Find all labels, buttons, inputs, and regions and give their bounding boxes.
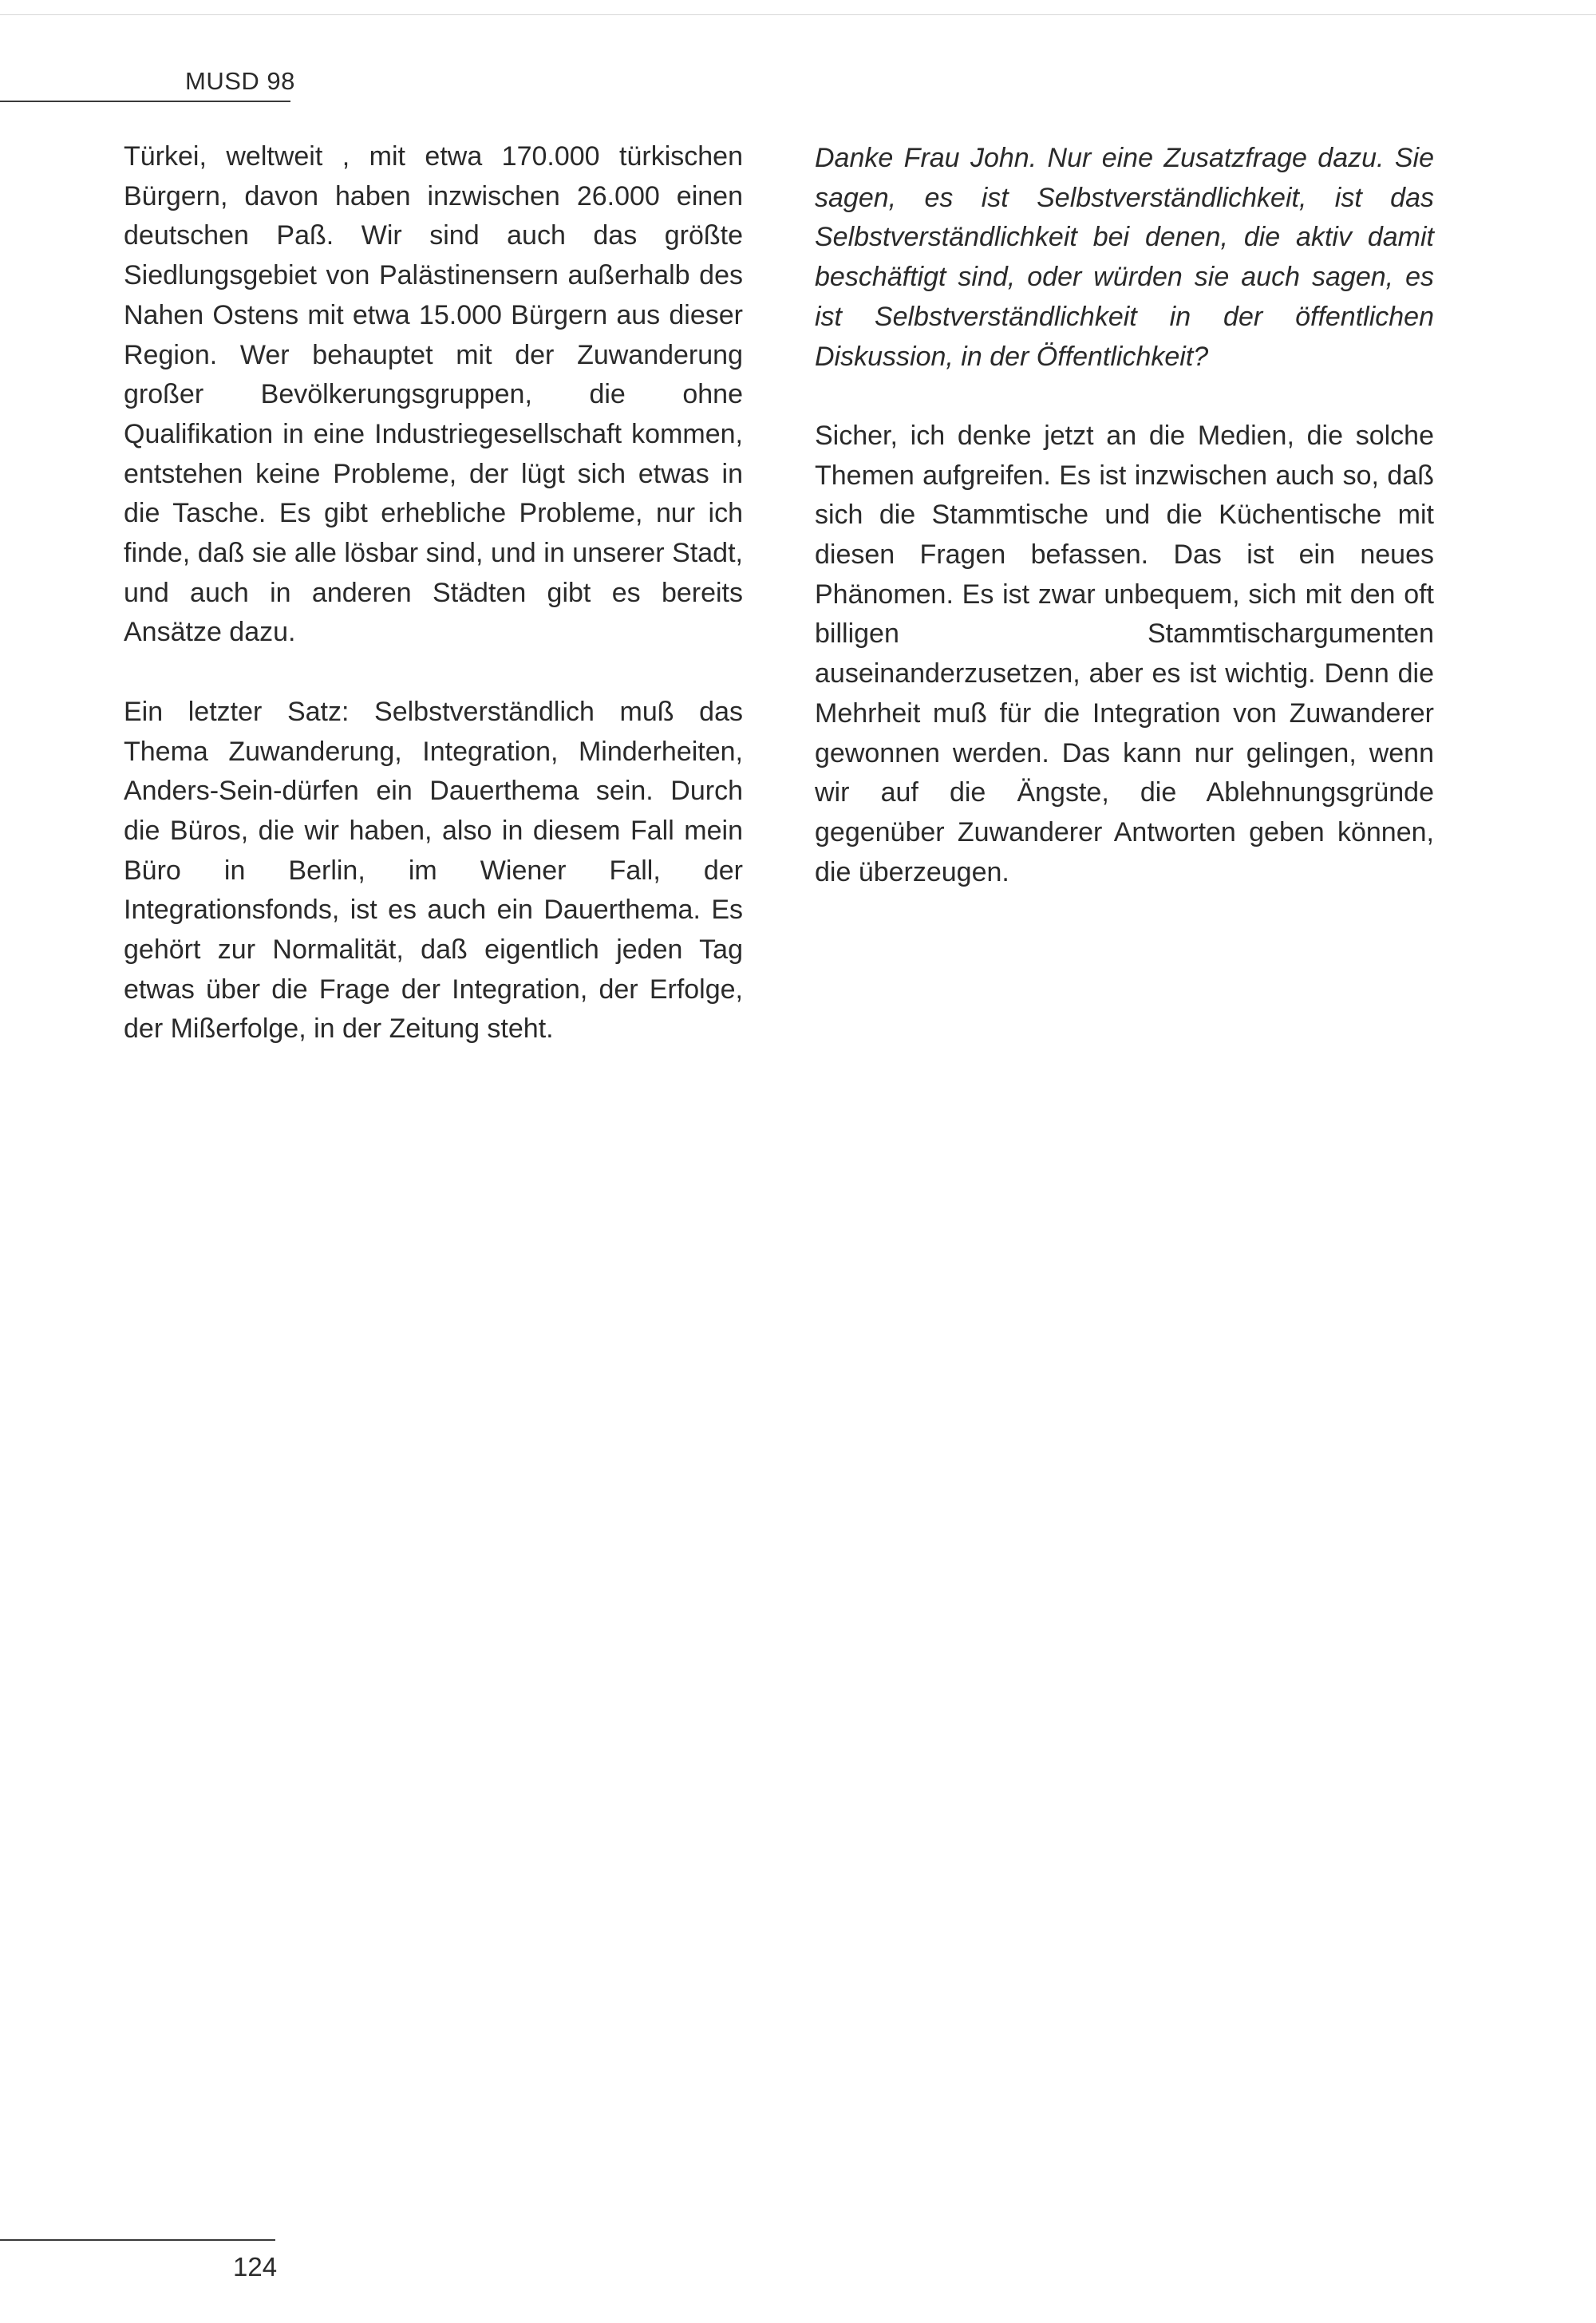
- footer-rule: [0, 2239, 275, 2241]
- interview-answer: Sicher, ich denke jetzt an die Medien, die solche Themen aufgreifen. Es ist inzwischen auch so, daß sich die Stammtische und die Küchentische mit diesen Fragen befassen. Das ist ein neues Phänomen. Es ist zwar unbequem, sich mit den oft billigen Stammtischargumenten auseinanderzusetzen, aber es ist wichtig. Denn die Mehrheit muß für die Integration von Zuwanderer gewonnen werden. Das kann nur gelingen, wenn wir auf die Ängste, die Ablehnungsgründe gegenüber Zuwanderer Antworten geben können, die überzeugen.: [815, 420, 1434, 887]
- top-edge-line: [0, 14, 1596, 15]
- header-rule: [0, 101, 290, 102]
- interview-question: Danke Frau John. Nur eine Zusatzfrage dazu. Sie sagen, es ist Selbstverständlichkeit, ist das Selbstverständlichkeit bei denen, die aktiv damit beschäftigt sind, oder würden sie auch sagen, es ist Selbstverständlichkeit in der öffentlichen Diskussion, in der Öffentlichkeit?: [815, 143, 1434, 372]
- page-number: 124: [233, 2252, 278, 2282]
- running-header-title: MUSD 98: [185, 67, 295, 95]
- left-text-column: [124, 137, 743, 1089]
- right-text-column: [815, 139, 1434, 932]
- body-paragraph: Ein letzter Satz: Selbstverständlich muß das Thema Zuwanderung, Integration, Minderheiten, Anders-Sein-dürfen ein Dauerthema sein. Durch die Büros, die wir haben, also in diesem Fall mein Büro in Berlin, im Wiener Fall, der Integrationsfonds, ist es auch ein Dauerthema. Es gehört zur Normalität, daß eigentlich jeden Tag etwas über die Frage der Integration, der Erfolge, der Mißerfolge, in der Zeitung steht.: [124, 696, 743, 1045]
- body-paragraph: Türkei, weltweit , mit etwa 170.000 türkischen Bürgern, davon haben inzwischen 26.000 einen deutschen Paß. Wir sind auch das größte Siedlungsgebiet von Palästinensern außerhalb des Nahen Ostens mit etwa 15.000 Bürgern aus dieser Region. Wer behauptet mit der Zuwanderung großer Bevölkerungsgruppen, die ohne Qualifikation in eine Industriegesellschaft kommen, entstehen keine Probleme, der lügt sich etwas in die Tasche. Es gibt erhebliche Probleme, nur ich finde, daß sie alle lösbar sind, und in unserer Stadt, und auch in anderen Städten gibt es bereits Ansätze dazu.: [124, 141, 743, 648]
